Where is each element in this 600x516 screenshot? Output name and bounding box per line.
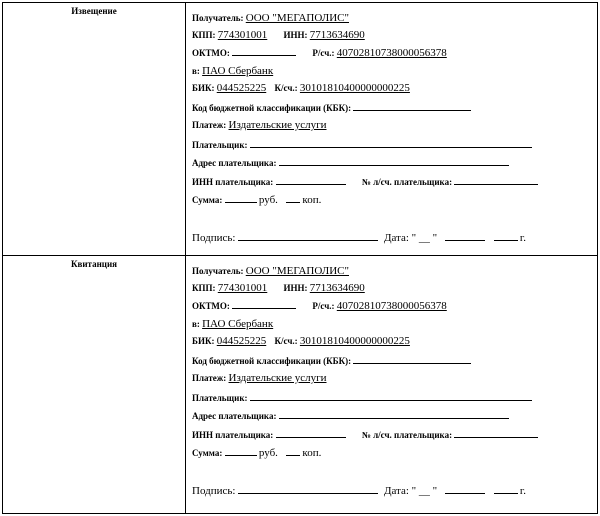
notice-side-label: Извещение (71, 6, 117, 16)
payer-label: Плательщик: (192, 140, 248, 150)
payer-inn-label: ИНН плательщика: (192, 177, 274, 187)
receipt-form (186, 256, 597, 513)
bank-value: ПАО Сбербанк (202, 65, 274, 77)
payer-inn-row (192, 175, 538, 187)
oktmo-account-row (192, 299, 447, 312)
recipient-value: ООО "МЕГАПОЛИС" (245, 265, 349, 277)
kbk-field[interactable] (353, 101, 471, 111)
signature-field[interactable] (238, 484, 378, 494)
recipient-value: ООО "МЕГАПОЛИС" (245, 12, 349, 24)
sum-label: Сумма: (192, 448, 223, 458)
kbk-row (192, 101, 471, 113)
oktmo-account-row (192, 46, 447, 59)
signature-label: Подпись: (192, 232, 236, 244)
sum-label: Сумма: (192, 195, 223, 205)
payer-inn-label: ИНН плательщика: (192, 430, 274, 440)
rub-label: руб. (258, 447, 278, 459)
payer-row (192, 138, 532, 150)
signature-label: Подпись: (192, 485, 236, 497)
notice-form (186, 3, 597, 255)
inn-label: ИНН: (283, 283, 308, 293)
inn-label: ИНН: (283, 30, 308, 40)
payer-address-field[interactable] (279, 156, 509, 166)
kbk-field[interactable] (353, 354, 471, 364)
kpp-value: 774301001 (217, 282, 268, 294)
date-year-field[interactable] (494, 231, 518, 241)
payer-address-label: Адрес плательщика: (192, 158, 277, 168)
sum-rub-field[interactable] (225, 193, 257, 203)
bik-label: БИК: (192, 336, 215, 346)
bank-label: в: (192, 319, 200, 329)
notice-section (2, 2, 598, 256)
inn-value: 7713634690 (309, 282, 365, 294)
signature-field[interactable] (238, 231, 378, 241)
payment-label: Платеж: (192, 120, 227, 130)
kop-label: коп. (302, 194, 322, 206)
kbk-row (192, 354, 471, 366)
payer-address-field[interactable] (279, 409, 509, 419)
payer-inn-row (192, 428, 538, 440)
payer-address-row (192, 156, 509, 168)
date-month-field[interactable] (445, 484, 485, 494)
payer-label: Плательщик: (192, 393, 248, 403)
bik-value: 044525225 (216, 82, 267, 94)
recipient-row (192, 12, 349, 24)
date-month-field[interactable] (445, 231, 485, 241)
payment-row (192, 372, 327, 384)
date-label: Дата: " __ " (383, 232, 438, 244)
receipt-section (2, 256, 598, 514)
bank-value: ПАО Сбербанк (202, 318, 274, 330)
kpp-label: КПП: (192, 283, 216, 293)
sum-kop-field[interactable] (286, 446, 300, 456)
account-value: 40702810738000056378 (336, 300, 447, 312)
signature-row (192, 484, 526, 497)
kbk-label: Код бюджетной классификации (КБК): (192, 356, 352, 366)
payer-account-label: № л/сч. плательщика: (361, 177, 453, 187)
corr-value: 30101810400000000225 (299, 335, 410, 347)
account-label: Р/сч.: (312, 301, 335, 311)
corr-label: К/сч.: (274, 83, 298, 93)
payer-inn-field[interactable] (276, 175, 346, 185)
payer-address-label: Адрес плательщика: (192, 411, 277, 421)
year-suffix: г. (519, 232, 526, 244)
bik-corr-row (192, 82, 410, 94)
payment-value: Издательские услуги (228, 372, 327, 384)
kpp-inn-row (192, 29, 365, 41)
payment-value: Издательские услуги (228, 119, 327, 131)
year-suffix: г. (519, 485, 526, 497)
notice-side-column (3, 3, 186, 255)
payer-address-row (192, 409, 509, 421)
recipient-row (192, 265, 349, 277)
payer-inn-field[interactable] (276, 428, 346, 438)
bik-label: БИК: (192, 83, 215, 93)
kbk-label: Код бюджетной классификации (КБК): (192, 103, 352, 113)
sum-rub-field[interactable] (225, 446, 257, 456)
payer-row (192, 391, 532, 403)
payer-field[interactable] (250, 391, 532, 401)
payer-account-label: № л/сч. плательщика: (361, 430, 453, 440)
bik-corr-row (192, 335, 410, 347)
recipient-label: Получатель: (192, 266, 244, 276)
payment-label: Платеж: (192, 373, 227, 383)
bank-row (192, 65, 273, 77)
kpp-value: 774301001 (217, 29, 268, 41)
sum-row (192, 193, 321, 206)
payment-row (192, 119, 327, 131)
kpp-label: КПП: (192, 30, 216, 40)
oktmo-label: ОКТМО: (192, 48, 230, 58)
payer-account-field[interactable] (454, 175, 538, 185)
payer-field[interactable] (250, 138, 532, 148)
bank-row (192, 318, 273, 330)
corr-value: 30101810400000000225 (299, 82, 410, 94)
rub-label: руб. (258, 194, 278, 206)
bik-value: 044525225 (216, 335, 267, 347)
inn-value: 7713634690 (309, 29, 365, 41)
oktmo-field[interactable] (232, 299, 296, 309)
sum-row (192, 446, 321, 459)
recipient-label: Получатель: (192, 13, 244, 23)
kop-label: коп. (302, 447, 322, 459)
payer-account-field[interactable] (454, 428, 538, 438)
corr-label: К/сч.: (274, 336, 298, 346)
kpp-inn-row (192, 282, 365, 294)
receipt-side-column (3, 256, 186, 513)
signature-row (192, 231, 526, 244)
account-label: Р/сч.: (312, 48, 335, 58)
date-label: Дата: " __ " (383, 485, 438, 497)
oktmo-field[interactable] (232, 46, 296, 56)
bank-label: в: (192, 66, 200, 76)
account-value: 40702810738000056378 (336, 47, 447, 59)
date-year-field[interactable] (494, 484, 518, 494)
oktmo-label: ОКТМО: (192, 301, 230, 311)
sum-kop-field[interactable] (286, 193, 300, 203)
receipt-side-label: Квитанция (70, 259, 118, 269)
